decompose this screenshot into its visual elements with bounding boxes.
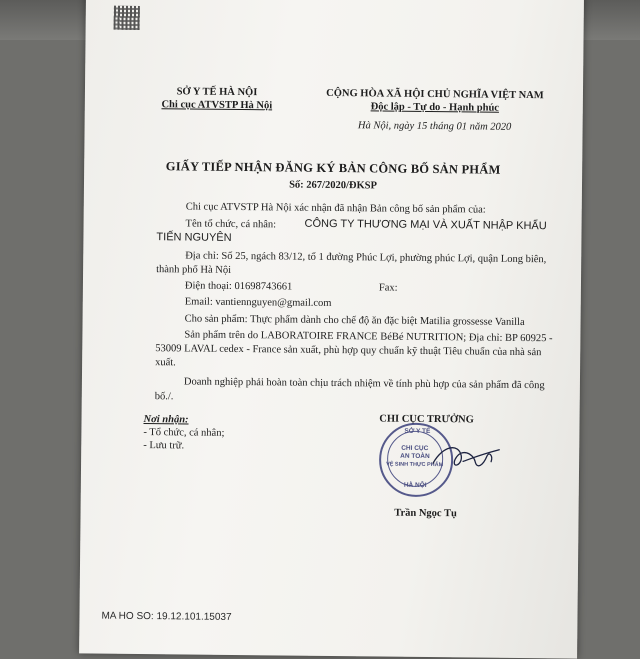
stamp-bottom-text: HÀ NỘI bbox=[403, 481, 427, 489]
phone-text: Điện thoại: 01698743661 bbox=[184, 280, 293, 293]
origin-line3: xuất. bbox=[155, 357, 176, 369]
qr-code-icon bbox=[114, 6, 140, 30]
dossier-code: MA HO SO: 19.12.101.15037 bbox=[101, 610, 232, 623]
email-text: Email: vantiennguyen@gmail.com bbox=[184, 296, 332, 309]
responsibility-line2: bố./. bbox=[154, 391, 174, 403]
org-label: Tên tổ chức, cá nhân: bbox=[185, 218, 277, 231]
national-motto: Độc lập - Tự do - Hạnh phúc bbox=[370, 101, 500, 114]
responsibility-line1: Doanh nghiệp phải hoàn toàn chịu trách nhiệm về tính phù hợp của sản phẩm đã công bbox=[183, 376, 545, 392]
signer-name: Trần Ngọc Tụ bbox=[394, 507, 457, 520]
org-name-line2: TIẾN NGUYÊN bbox=[156, 231, 232, 244]
address-line2: thành phố Hà Nội bbox=[156, 264, 232, 276]
issuer-agency: Chi cục ATVSTP Hà Nội bbox=[161, 99, 273, 112]
stamp-center-text-1: CHI CỤC bbox=[401, 444, 429, 453]
address-line1: Địa chỉ: Số 25, ngách 83/12, tổ 1 đường Phúc Lợi, phường phúc Lợi, quận Long biên, bbox=[185, 250, 547, 266]
document-page bbox=[79, 0, 584, 659]
handwritten-signature bbox=[403, 425, 514, 486]
document-number: Số: 267/2020/ĐKSP bbox=[289, 179, 377, 192]
recipient-item-2: - Lưu trữ. bbox=[143, 440, 185, 452]
fax-text: Fax: bbox=[378, 282, 398, 294]
org-name-line1: CÔNG TY THƯƠNG MẠI VÀ XUẤT NHẬP KHẨU bbox=[304, 217, 547, 233]
stamp-center-text-3: VỆ SINH THỰC PHẨM bbox=[386, 461, 444, 469]
document-title: GIẤY TIẾP NHẬN ĐĂNG KÝ BẢN CÔNG BỐ SẢN PHẨM bbox=[165, 159, 501, 177]
intro-text: Chi cục ATVSTP Hà Nội xác nhận đã nhận Bản công bố sản phẩm của: bbox=[185, 201, 486, 216]
stamp-top-text: SỞ Y TẾ bbox=[404, 427, 431, 436]
issue-date: Hà Nội, ngày 15 tháng 01 năm 2020 bbox=[357, 120, 512, 133]
product-text: Cho sản phẩm: Thực phẩm dành cho chế độ ăn đặc biệt Matilia grossesse Vanilla bbox=[184, 313, 525, 329]
stamp-center-text-2: AN TOÀN bbox=[400, 452, 430, 461]
origin-line2: 53009 LAVAL cedex - France sản xuất, phù hợp quy chuẩn kỹ thuật Tiêu chuẩn của nhà sản bbox=[155, 343, 542, 359]
issuer-department: SỞ Y TẾ HÀ NỘI bbox=[176, 86, 258, 99]
origin-line1: Sản phẩm trên do LABORATOIRE FRANCE BéBé NUTRITION; Địa chỉ: BP 60925 - bbox=[184, 329, 553, 345]
signer-role: CHI CỤC TRƯỞNG bbox=[379, 413, 474, 426]
country-name: CỘNG HÒA XÃ HỘI CHỦ NGHĨA VIỆT NAM bbox=[326, 87, 544, 102]
recipients-label: Nơi nhận: bbox=[143, 414, 189, 426]
recipient-item-1: - Tổ chức, cá nhân; bbox=[143, 427, 225, 439]
